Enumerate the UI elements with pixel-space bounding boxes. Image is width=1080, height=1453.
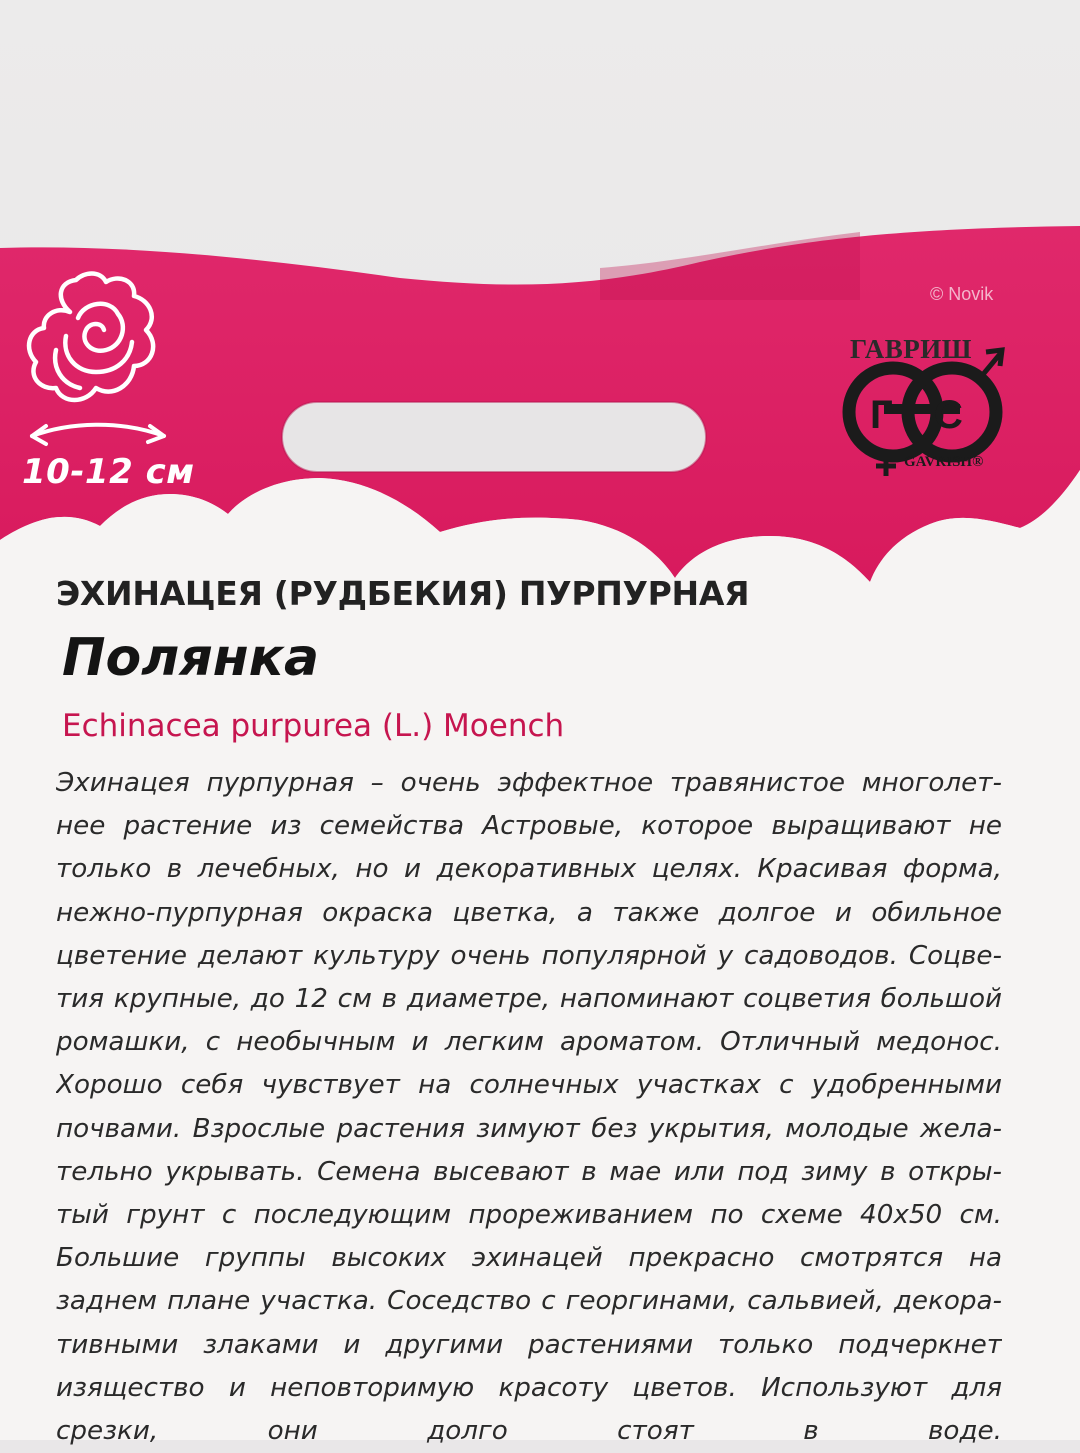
description-line: тый грунт с последующим прореживанием по схеме 40х50 см. <box>56 1200 1002 1231</box>
hanging-slot <box>282 402 706 472</box>
description-line: Хорошо себя чувствует на солнечных участках с удобренными <box>56 1070 1002 1101</box>
description-line: изящество и неповторимую красоту цветов. Используют для <box>56 1372 1002 1403</box>
brand-name-en: GAVRISH® <box>904 454 984 470</box>
description-line: нее растение из семейства Астровые, которое выращивают не <box>56 811 1002 842</box>
variety-name: Полянка <box>62 628 320 688</box>
latin-name: Echinacea purpurea (L.) Moench <box>62 708 565 744</box>
description-line: только в лечебных, но и декоративных целях. Красивая форма, <box>56 854 1002 885</box>
description-line: цветение делают культуру очень популярной у садоводов. Соцве- <box>56 940 1002 971</box>
copyright-text: © Novik <box>930 284 994 304</box>
description-line: срезки, они долго стоят в воде. <box>56 1416 1002 1447</box>
description-line: ромашки, с необычным и легким ароматом. Отличный медонос. <box>56 1027 1002 1058</box>
species-title: ЭХИНАЦЕЯ (РУДБЕКИЯ) ПУРПУРНАЯ <box>56 574 750 613</box>
svg-text:Г: Г <box>870 393 893 437</box>
description-line: тия крупные, до 12 см в диаметре, напоминают соцветия большой <box>56 984 1002 1015</box>
description-line: Эхинацея пурпурная – очень эффектное травянистое многолет- <box>56 768 1002 798</box>
svg-text:С: С <box>934 393 963 437</box>
description-line: заднем плане участка. Соседство с георгинами, сальвией, декора- <box>56 1286 1002 1317</box>
description-line: тивными злаками и другими растениями только подчеркнет <box>56 1329 1002 1360</box>
brand-name-ru: ГАВРИШ <box>850 334 972 364</box>
description-line: тельно укрывать. Семена высевают в мае или под зиму в откры- <box>56 1156 1002 1187</box>
description-line: Большие группы высоких эхинацей прекрасно смотрятся на <box>56 1243 1002 1274</box>
flower-size-label: 10-12 см <box>22 452 195 492</box>
description-line: почвами. Взрослые растения зимуют без укрытия, молодые жела- <box>56 1113 1002 1144</box>
description-text <box>56 762 1002 1453</box>
description-line: нежно-пурпурная окраска цветка, а также долгое и обильное <box>56 897 1002 928</box>
